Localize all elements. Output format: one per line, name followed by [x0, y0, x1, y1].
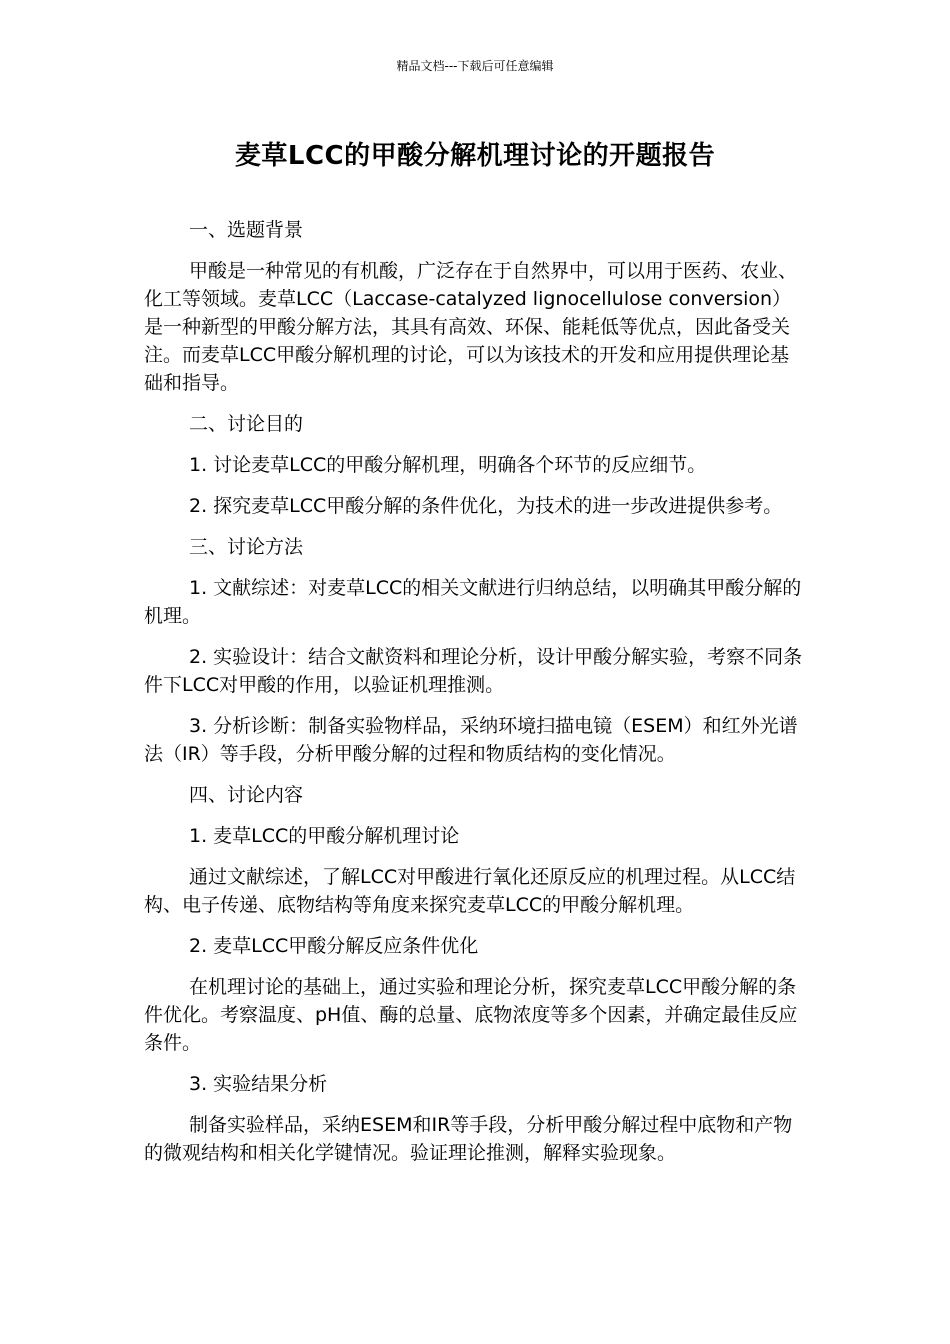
list-item: 2. 探究麦草LCC甲酸分解的条件优化，为技术的进一步改进提供参考。 [189, 495, 783, 517]
body-paragraph: 通过文献综述，了解LCC对甲酸进行氧化还原反应的机理过程。从LCC结构、电子传递、底物结构等角度来探究麦草LCC的甲酸分解机理。 [144, 866, 796, 916]
list-item: 2. 实验设计：结合文献资料和理论分析，设计甲酸分解实验，考察不同条件下LCC对甲酸的作用，以验证机理推测。 [144, 646, 803, 696]
subsection-heading: 2. 麦草LCC甲酸分解反应条件优化 [189, 935, 479, 957]
document-body [144, 216, 808, 1180]
body-paragraph: 甲酸是一种常见的有机酸，广泛存在于自然界中，可以用于医药、农业、化工等领域。麦草LCC（Laccase-catalyzed lignocellulose conversion）是一种新型的甲酸分解方法，其具有高效、环保、能耗低等优点，因此备受关注。而麦草LCC甲酸分解机理的讨论，可以为该技术的开发和应用提供理论基础和指导。 [144, 260, 798, 394]
page-header: 精品文档---下载后可任意编辑 [396, 59, 554, 73]
body-paragraph: 在机理讨论的基础上，通过实验和理论分析，探究麦草LCC甲酸分解的条件优化。考察温度、pH值、酶的总量、底物浓度等多个因素，并确定最佳反应条件。 [144, 976, 798, 1054]
list-item: 3. 分析诊断：制备实验物样品，采纳环境扫描电镜（ESEM）和红外光谱法（IR）等手段，分析甲酸分解的过程和物质结构的变化情况。 [144, 715, 798, 765]
subsection-heading: 3. 实验结果分析 [189, 1073, 328, 1095]
section-heading: 三、讨论方法 [189, 536, 304, 558]
section-heading: 一、选题背景 [189, 219, 304, 241]
section-heading: 四、讨论内容 [189, 784, 304, 806]
body-paragraph: 制备实验样品，采纳ESEM和IR等手段，分析甲酸分解过程中底物和产物的微观结构和相关化学键情况。验证理论推测，解释实验现象。 [144, 1114, 793, 1164]
list-item: 1. 文献综述：对麦草LCC的相关文献进行归纳总结，以明确其甲酸分解的机理。 [144, 577, 802, 627]
section-heading: 二、讨论目的 [189, 413, 304, 435]
list-item: 1. 讨论麦草LCC的甲酸分解机理，明确各个环节的反应细节。 [189, 454, 707, 476]
document-title: 麦草LCC的甲酸分解机理讨论的开题报告 [234, 141, 716, 171]
subsection-heading: 1. 麦草LCC的甲酸分解机理讨论 [189, 825, 460, 847]
